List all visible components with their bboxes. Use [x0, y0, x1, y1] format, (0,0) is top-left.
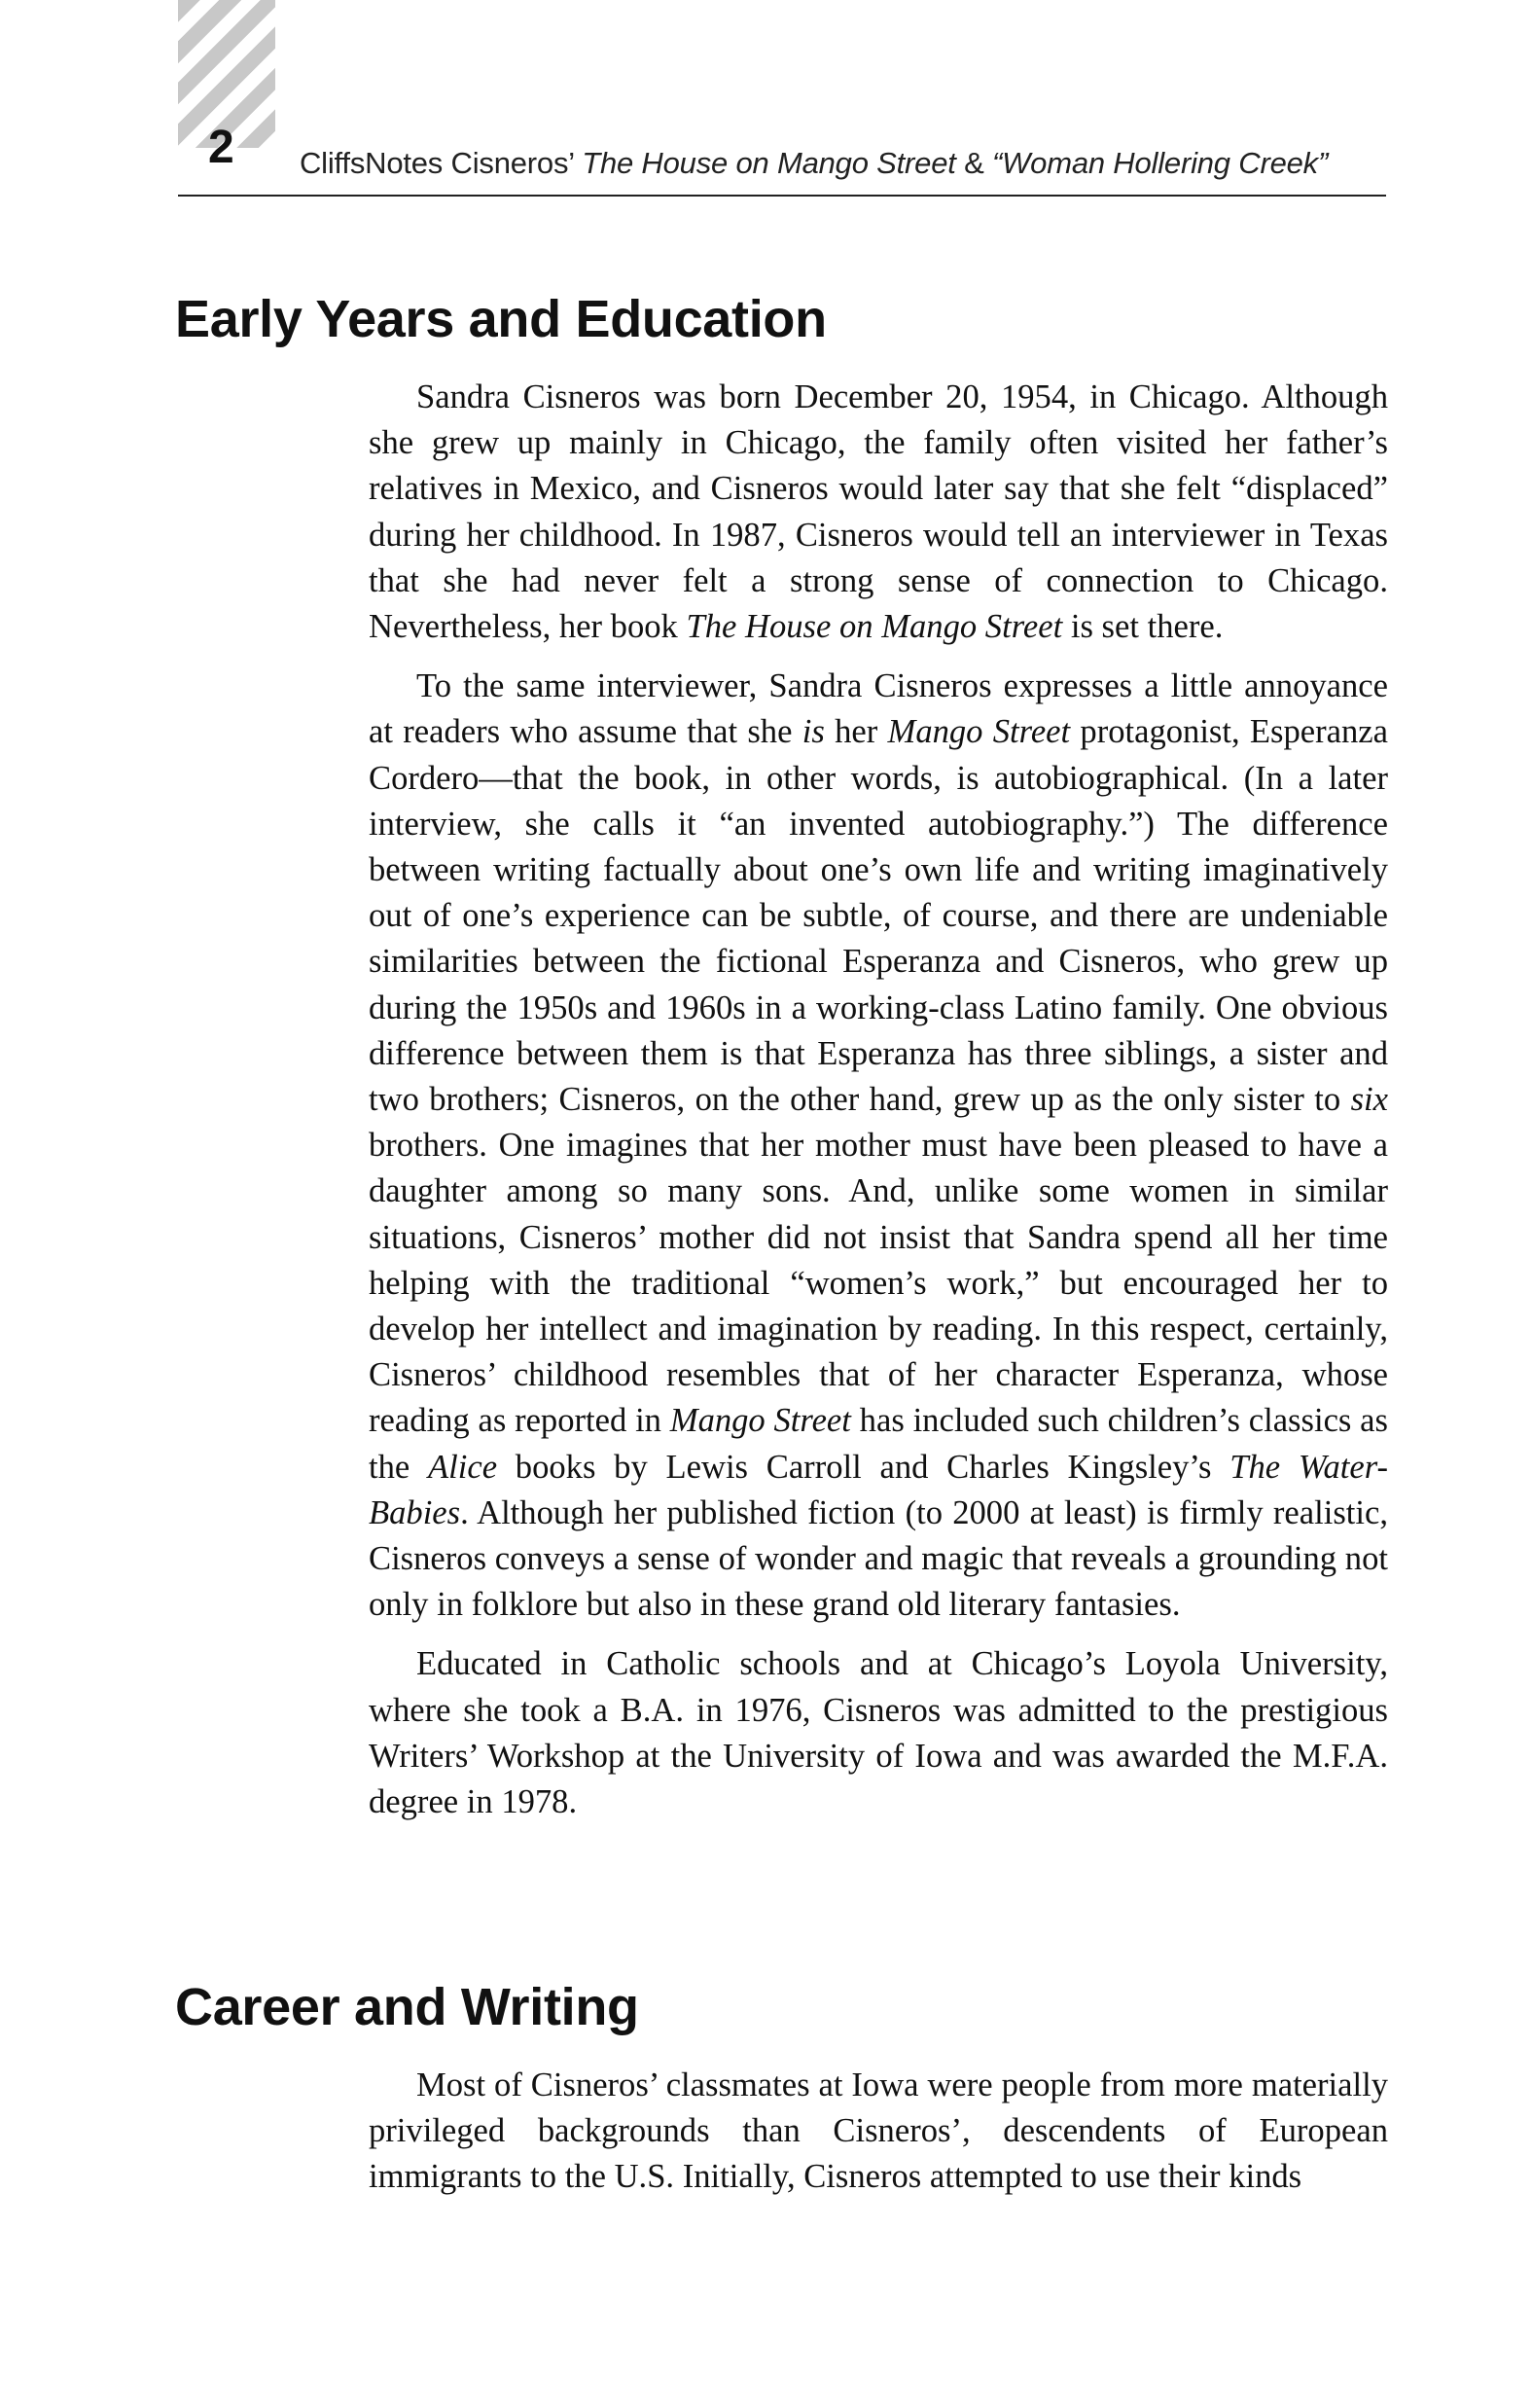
- italic-text: The House on Mango Street: [686, 608, 1063, 646]
- text-run: brothers. One imagines that her mother must have been pleased to have a daughter among so many sons. And, unlike some women in similar situations, Cisneros’ mother did not insist that Sandra spend all her time helping with the traditional “women’s work,” but encouraged her to develop her intellect and imagination by reading. In this respect, certainly, Cisneros’ childhood resembles that of her character Esperanza, whose reading as reported in: [369, 1127, 1388, 1440]
- text-run: . Although her published fiction (to 2000 at least) is firmly realistic, Cisneros conveys a sense of wonder and magic that reveals a grounding not only in folklore but also in these grand old literary fantasies.: [369, 1493, 1388, 1624]
- section-heading-early-years: Early Years and Education: [175, 290, 827, 348]
- text-run: has included such children’s classics as the: [369, 1402, 1388, 1486]
- italic-text: Mango Street: [887, 713, 1071, 751]
- text-run: her: [824, 713, 888, 751]
- section-heading-career: Career and Writing: [175, 1978, 639, 2036]
- page-number: 2: [208, 122, 234, 173]
- paragraph: [369, 375, 1388, 650]
- italic-text: six: [1350, 1081, 1388, 1119]
- text-run: is set there.: [1062, 608, 1224, 646]
- text-run: To the same interviewer, Sandra Cisneros expresses a little annoyance at readers who assume that she: [369, 667, 1388, 751]
- text-run: books by Lewis Carroll and Charles Kingsley’s: [497, 1448, 1230, 1486]
- section-body-early-years: [369, 375, 1388, 1825]
- text-run: Sandra Cisneros was born December 20, 1954, in Chicago. Although she grew up mainly in Chicago, the family often visited her father’s relatives in Mexico, and Cisneros would later say that she felt “displaced” during her childhood. In 1987, Cisneros would tell an interviewer in Texas that she had never felt a strong sense of connection to Chicago. Nevertheless, her book: [369, 378, 1388, 646]
- running-head-prefix: CliffsNotes Cisneros’: [300, 146, 583, 180]
- italic-text: The Water-Babies: [369, 1448, 1389, 1531]
- text-run: Educated in Catholic schools and at Chicago’s Loyola University, where she took a B.A. in 1976, Cisneros was admitted to the prestigious Writers’ Workshop at the University of Iowa and was awarded the M.F.A. degree in 1978.: [369, 1645, 1388, 1821]
- text-run: Most of Cisneros’ classmates at Iowa were people from more materially privileged backgrounds than Cisneros’, descendents of European immigrants to the U.S. Initially, Cisneros attempted to use their kinds: [369, 2067, 1388, 2196]
- section-body-career: [369, 2063, 1388, 2201]
- running-head-story-title: “Woman Hollering Creek”: [991, 146, 1329, 180]
- header-rule: [178, 195, 1386, 197]
- running-head-title: [300, 148, 1328, 178]
- italic-text: Mango Street: [669, 1402, 851, 1440]
- italic-text: is: [802, 713, 825, 751]
- text-run: protagonist, Esperanza Cordero—that the book, in other words, is autobiographical. (In a later interview, she calls it “an invented autobiography.”) The difference between writing factually about one’s own life and writing imaginatively out of one’s experience can be subtle, of course, and there are undeniable similarities between the fictional Esperanza and Cisneros, who grew up during the 1950s and 1960s in a working-class Latino family. One obvious difference between them is that Esperanza has three siblings, a sister and two brothers; Cisneros, on the other hand, grew up as the only sister to: [369, 713, 1388, 1119]
- paragraph: [369, 1641, 1388, 1825]
- running-head-book-title: The House on Mango Street: [582, 146, 956, 180]
- italic-text: Alice: [428, 1448, 498, 1486]
- paragraph: [369, 664, 1388, 1628]
- paragraph: [369, 2063, 1388, 2201]
- running-head-joiner: &: [955, 146, 992, 180]
